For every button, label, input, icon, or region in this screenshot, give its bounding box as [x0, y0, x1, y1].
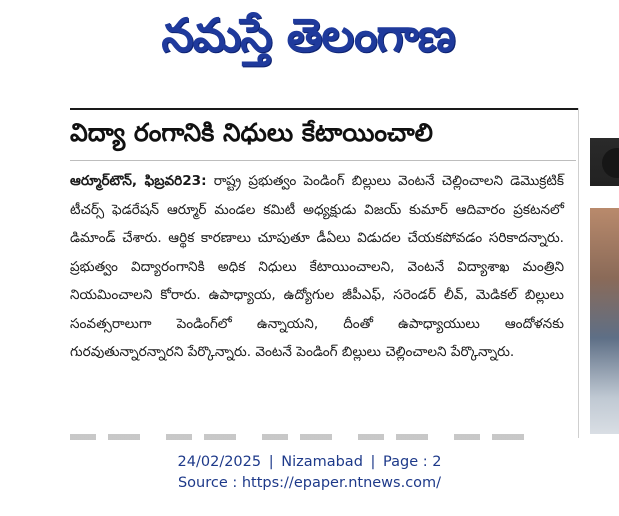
clipping-footer — [0, 452, 619, 494]
headline-divider — [70, 160, 576, 161]
article-paragraph — [70, 167, 564, 367]
article-text: రాష్ట్ర ప్రభుత్వం పెండింగ్‌ బిల్లులు వెంటనే చెల్లించాలని డెమొక్రటిక్‌ టీచర్స్‌ ఫెడరేషన్‌ ఆర్మూర్‌ మండల కమిటీ అధ్యక్షుడు విజయ్‌ కుమార్‌ ఆదివారం ప్రకటనలో డిమాండ్‌ చేశారు. ఆర్థిక కారణాలు చూపుతూ డీఏలు విడుదల చేయకపోవడం సరికాదన్నారు. ప్రభుత్వం విద్యారంగానికి అధిక నిధులు కేటాయించాలని, వెంటనే విద్యాశాఖ మంత్రిని నియమించాలని కోరారు. ఉపాధ్యాయ, ఉద్యోగుల జీపీఎఫ్‌, సరెండర్‌ లీవ్‌, మెడికల్‌ బిల్లులు సంవత్సరాలుగా పెండింగ్‌లో ఉన్నాయని, దీంతో ఉపాధ్యాయులు ఆందోళనకు గురవుతున్నారన్నారని పేర్కొన్నారు. వెంటనే పెండింగ్‌ బిల్లులు చెల్లించాలని పేర్కొన్నారు. — [70, 173, 564, 360]
footer-separator: | — [370, 454, 376, 470]
article-dateline: ఆర్మూర్‌టౌన్‌, ఫిబ్రవరి23: — [70, 173, 207, 189]
masthead-title: నమస్తే తెలంగాణ — [161, 8, 455, 62]
article-headline: విద్యా రంగానికి నిధులు కేటాయించాలి — [70, 118, 434, 147]
footer-date: 24/02/2025 — [177, 454, 262, 470]
column-divider — [578, 108, 579, 438]
footer-place: Nizamabad — [281, 454, 363, 470]
footer-separator: | — [268, 454, 274, 470]
footer-source: Source : https://epaper.ntnews.com/ — [177, 475, 442, 491]
masthead-logo — [108, 6, 508, 76]
clipped-next-line — [70, 434, 540, 440]
footer-page: Page : 2 — [383, 454, 442, 470]
top-divider — [70, 108, 610, 110]
adjacent-photo — [590, 138, 619, 434]
article-body — [70, 167, 564, 367]
footer-meta-line — [0, 452, 619, 473]
